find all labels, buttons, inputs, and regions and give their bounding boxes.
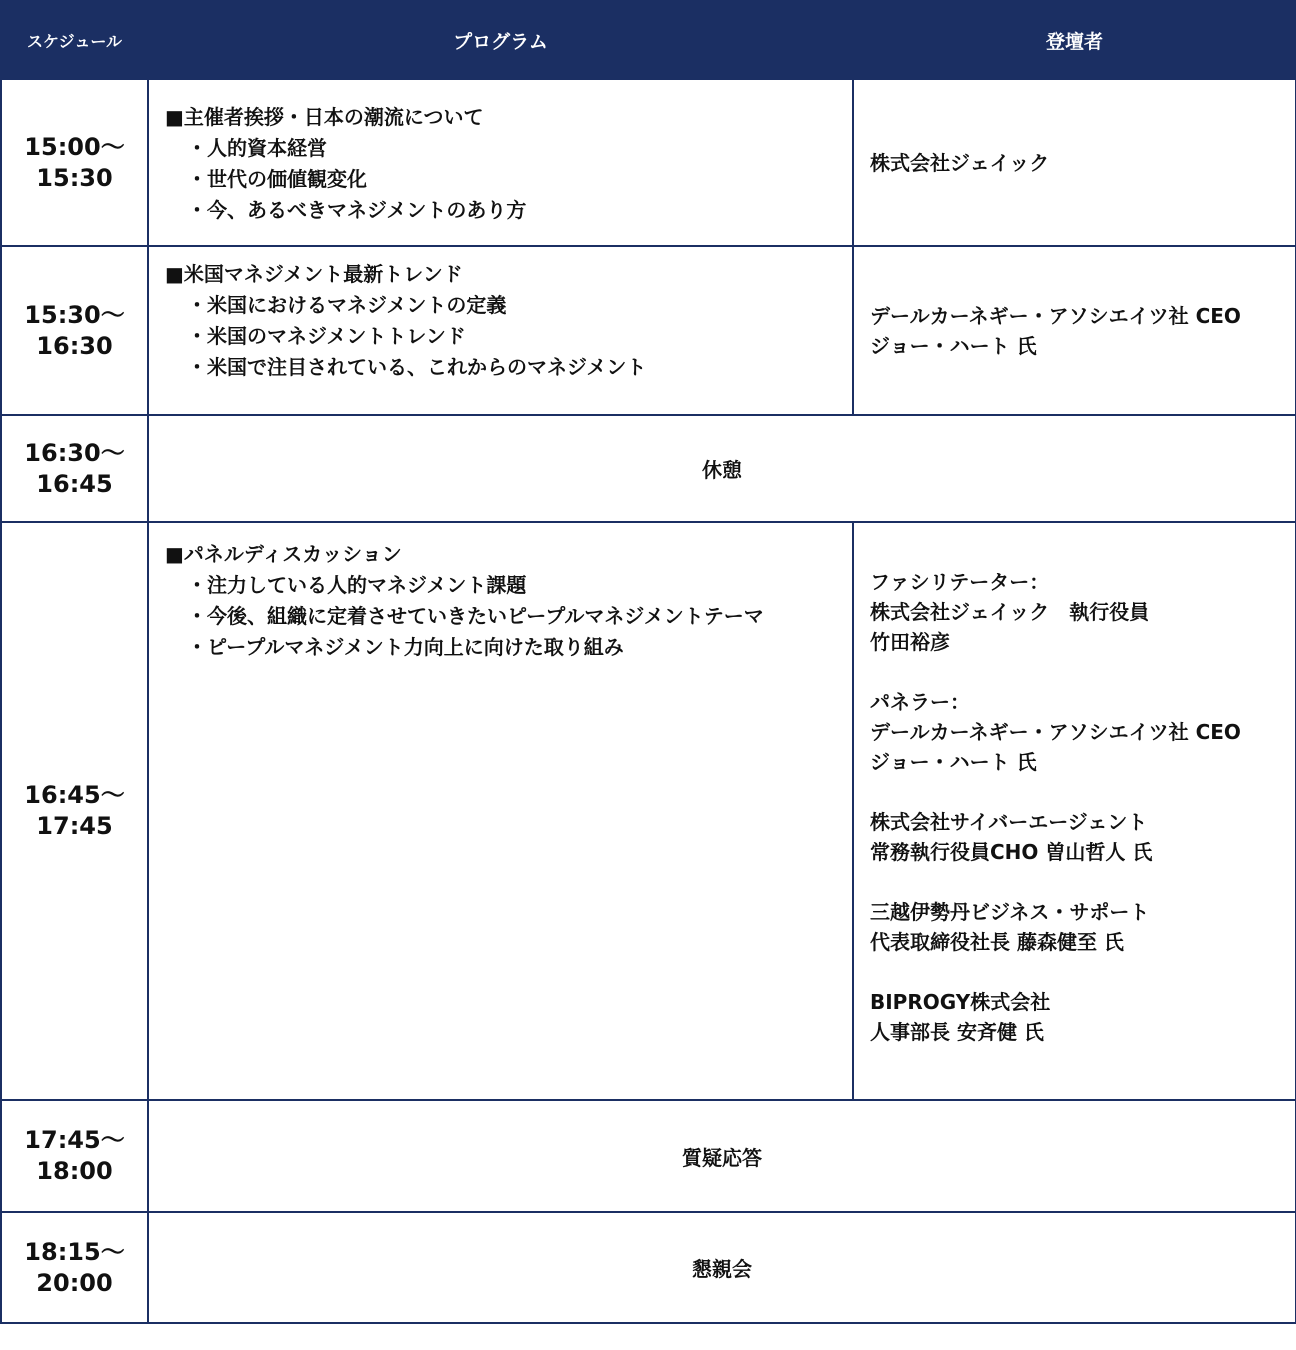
spacer	[870, 657, 1295, 687]
program-title: ■米国マネジメント最新トレンド	[165, 262, 463, 286]
header-schedule: スケジュール	[1, 1, 148, 79]
time-cell	[1, 1212, 148, 1323]
program-item: ・ピープルマネジメント力向上に向けた取り組み	[187, 635, 624, 659]
panelist-label: パネラー：	[870, 690, 970, 714]
program-cell	[148, 246, 853, 415]
speaker-line: 人事部長 安斉健 氏	[870, 1020, 1044, 1044]
speaker-line: 常務執行役員CHO 曽山哲人 氏	[870, 840, 1153, 864]
table-row	[1, 79, 1296, 246]
spacer	[870, 777, 1295, 807]
program-cell	[148, 522, 853, 1100]
program-item: ・今、あるべきマネジメントのあり方	[187, 198, 527, 222]
table-row	[1, 1212, 1296, 1323]
speaker-line: ジョー・ハート 氏	[870, 333, 1037, 358]
time-start: 15:30〜	[24, 300, 125, 329]
program-item: ・注力している人的マネジメント課題	[187, 573, 527, 597]
program-item: ・今後、組織に定着させていきたいピープルマネジメントテーマ	[187, 604, 764, 628]
spacer	[870, 957, 1295, 987]
time-start: 18:15〜	[24, 1237, 125, 1266]
table-row	[1, 415, 1296, 522]
time-cell	[1, 522, 148, 1100]
speaker-line: 代表取締役社長 藤森健至 氏	[870, 930, 1124, 954]
program-cell	[148, 79, 853, 246]
time-start: 16:30〜	[24, 438, 125, 467]
header-row	[1, 1, 1296, 79]
program-item: ・米国で注目されている、これからのマネジメント	[187, 355, 647, 379]
speaker-line: デールカーネギー・アソシエイツ社 CEO	[870, 303, 1241, 328]
program-title: ■パネルディスカッション	[165, 542, 402, 566]
header-program: プログラム	[148, 1, 853, 79]
speaker-cell	[853, 79, 1296, 246]
program-item: ・世代の価値観変化	[187, 167, 367, 191]
speaker-line: ジョー・ハート 氏	[870, 750, 1037, 774]
speaker-line: 竹田裕彦	[870, 630, 950, 654]
time-end: 16:30	[36, 331, 113, 360]
time-start: 16:45〜	[24, 781, 125, 809]
time-cell	[1, 79, 148, 246]
speaker-line: BIPROGY株式会社	[870, 990, 1051, 1014]
time-end: 15:30	[36, 163, 113, 192]
program-item: ・米国におけるマネジメントの定義	[187, 293, 507, 317]
header-speaker: 登壇者	[853, 1, 1296, 79]
time-end: 18:00	[36, 1157, 113, 1185]
program-title: ■主催者挨拶・日本の潮流について	[165, 105, 484, 129]
program-item: ・人的資本経営	[187, 136, 327, 160]
program-item: ・米国のマネジメントトレンド	[187, 324, 466, 348]
time-end: 20:00	[36, 1268, 113, 1297]
time-start: 17:45〜	[24, 1126, 125, 1154]
speaker-line: 株式会社ジェイック 執行役員	[870, 600, 1150, 624]
table-row	[1, 522, 1296, 1100]
networking-cell: 懇親会	[148, 1212, 1296, 1323]
break-cell: 休憩	[148, 415, 1296, 522]
qa-cell: 質疑応答	[148, 1100, 1296, 1212]
time-end: 17:45	[36, 812, 113, 840]
time-end: 16:45	[36, 469, 113, 498]
time-cell	[1, 1100, 148, 1212]
speaker-cell	[853, 522, 1296, 1100]
facilitator-label: ファシリテーター：	[870, 570, 1050, 594]
table-row	[1, 246, 1296, 415]
table-row	[1, 1100, 1296, 1212]
time-cell	[1, 415, 148, 522]
speaker-line: 三越伊勢丹ビジネス・サポート	[870, 900, 1150, 924]
time-start: 15:00〜	[24, 132, 125, 161]
speaker-line: 株式会社サイバーエージェント	[870, 810, 1148, 834]
speaker-cell	[853, 246, 1296, 415]
speaker-line: 株式会社ジェイック	[870, 150, 1050, 175]
time-cell	[1, 246, 148, 415]
speaker-line: デールカーネギー・アソシエイツ社 CEO	[870, 720, 1241, 744]
spacer	[870, 867, 1295, 897]
